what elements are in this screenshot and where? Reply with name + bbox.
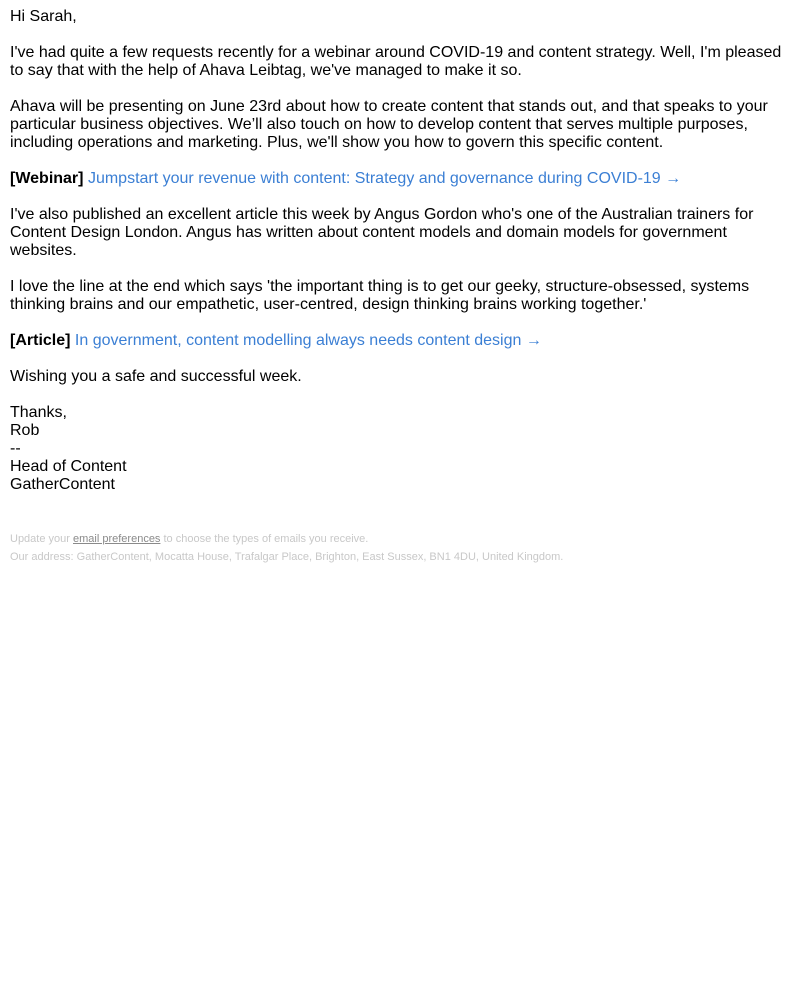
signature-role: Head of Content — [10, 458, 127, 475]
webinar-link[interactable]: Jumpstart your revenue with content: Strategy and governance during COVID-19 → — [87, 170, 682, 187]
signature — [10, 404, 790, 494]
footer-preferences — [10, 530, 790, 548]
signature-name: Rob — [10, 422, 40, 439]
footer-address: Our address: GatherContent, Mocatta House, Trafalgar Place, Brighton, East Sussex, BN1 4DU, United Kingdom. — [10, 551, 564, 563]
intro-paragraph: I've had quite a few requests recently for a webinar around COVID-19 and content strategy. Well, I'm pleased to say that with the help of Ahava Leibtag, we've managed to make it so. — [10, 44, 782, 79]
article-intro-paragraph: I've also published an excellent article this week by Angus Gordon who's one of the Australian trainers for Content Design London. Angus has written about content models and domain models for government websites. — [10, 206, 754, 259]
signature-company: GatherContent — [10, 476, 115, 493]
closing-paragraph: Wishing you a safe and successful week. — [10, 368, 302, 385]
greeting: Hi Sarah, — [10, 8, 77, 25]
article-link[interactable]: In government, content modelling always needs content design → — [74, 332, 542, 349]
article-callout — [10, 332, 790, 350]
email-preferences-link[interactable]: email preferences — [73, 533, 161, 545]
webinar-details-paragraph: Ahava will be presenting on June 23rd about how to create content that stands out, and that speaks to your particular business objectives. We’ll also touch on how to develop content that serves multiple purposes, including operations and marketing. Plus, we'll show you how to govern this specific content. — [10, 98, 768, 151]
footer-prefs-after: to choose the types of emails you receive. — [163, 533, 369, 545]
article-tag: [Article] — [10, 332, 71, 349]
footer-prefs-before: Update your — [10, 533, 70, 545]
signature-thanks: Thanks, — [10, 404, 67, 421]
signature-separator: -- — [10, 440, 21, 457]
quote-paragraph: I love the line at the end which says 'the important thing is to get our geeky, structure-obsessed, systems thinking brains and our empathetic, user-centred, design thinking brains working together.' — [10, 278, 750, 313]
email-footer — [10, 530, 790, 566]
webinar-callout — [10, 170, 790, 188]
webinar-tag: [Webinar] — [10, 170, 84, 187]
